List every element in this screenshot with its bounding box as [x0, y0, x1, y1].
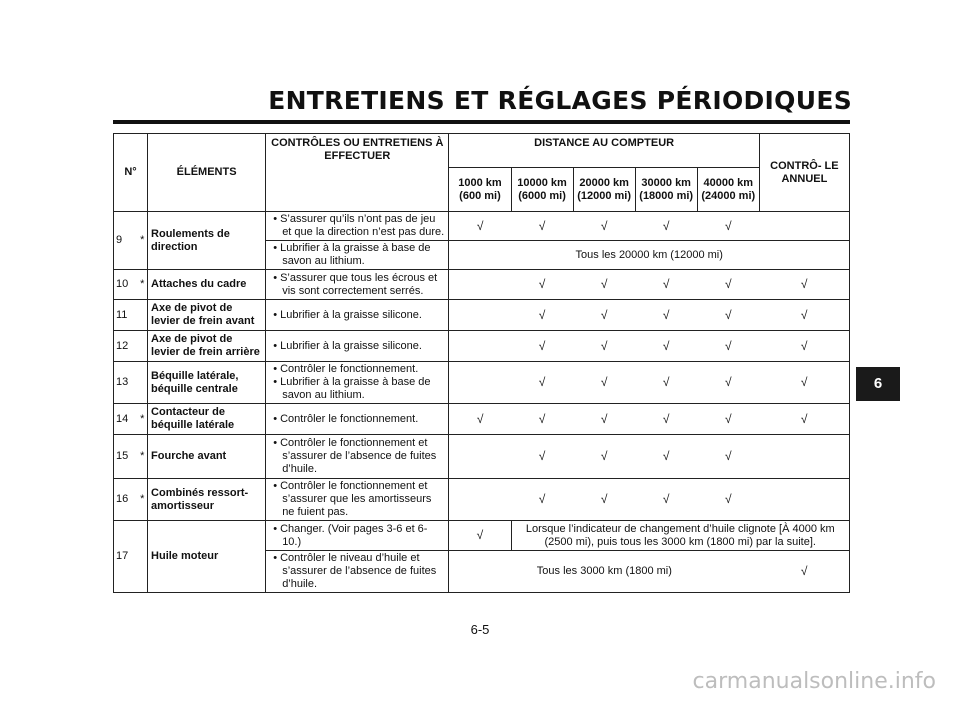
row-element: Huile moteur [148, 521, 266, 593]
check-cell: √ [573, 362, 635, 404]
header-distance-5: 40000 km (24000 mi) [697, 168, 759, 212]
header-distance: DISTANCE AU COMPTEUR [449, 134, 759, 168]
table-row [114, 331, 850, 362]
check-cell: √ [697, 300, 759, 331]
check-cell: √ [511, 212, 573, 241]
action-line: • Contrôler le fonctionnement. [273, 412, 419, 425]
check-cell: √ [635, 270, 697, 300]
check-cell: √ [573, 331, 635, 362]
check-cell: √ [697, 404, 759, 435]
action-line: • Lubrifier à la graisse silicone. [273, 339, 422, 352]
check-cell: √ [511, 270, 573, 300]
row-element: Roulements de direction [148, 212, 266, 270]
row-element: Axe de pivot de levier de frein arrière [148, 331, 266, 362]
row-star [138, 331, 148, 362]
check-cell: √ [449, 521, 511, 551]
check-cell: √ [635, 212, 697, 241]
row-element: Axe de pivot de levier de frein avant [148, 300, 266, 331]
row-action [266, 551, 449, 593]
check-cell [449, 331, 511, 362]
check-cell: √ [511, 362, 573, 404]
row-star: * [138, 270, 148, 300]
check-cell [449, 270, 511, 300]
row-star: * [138, 479, 148, 521]
action-line: • S’assurer qu’ils n’ont pas de jeu et que la direction n’est pas dure. [273, 213, 445, 238]
check-cell [449, 300, 511, 331]
check-cell: √ [511, 404, 573, 435]
check-cell: √ [573, 479, 635, 521]
check-cell: √ [635, 300, 697, 331]
interval-note: Lorsque l’indicateur de changement d’huile clignote [À 4000 km (2500 mi), puis tous les 3000 km (1800 mi) par la suite]. [511, 521, 850, 551]
action-line: • Lubrifier à la graisse à base de savon au lithium. [273, 242, 431, 267]
row-action [266, 300, 449, 331]
table-row [114, 300, 850, 331]
row-star [138, 521, 148, 593]
row-star: * [138, 435, 148, 479]
row-action [266, 331, 449, 362]
chapter-tab: 6 [856, 367, 900, 401]
row-action [266, 521, 449, 551]
check-cell [759, 435, 849, 479]
check-cell: √ [759, 270, 849, 300]
row-action [266, 212, 449, 241]
check-cell: √ [759, 362, 849, 404]
check-cell: √ [511, 435, 573, 479]
row-action [266, 241, 449, 270]
action-line: • Contrôler le niveau d’huile et s’assurer de l’absence de fuites d’huile. [273, 552, 437, 590]
check-cell: √ [697, 479, 759, 521]
check-cell: √ [635, 404, 697, 435]
maintenance-table [113, 133, 850, 593]
check-cell: √ [697, 362, 759, 404]
check-cell: √ [573, 435, 635, 479]
table-row [114, 404, 850, 435]
action-line: • Lubrifier à la graisse à base de savon au lithium. [273, 376, 431, 401]
page-number: 6-5 [470, 622, 490, 637]
row-star [138, 362, 148, 404]
row-element: Contacteur de béquille latérale [148, 404, 266, 435]
header-annual: CONTRÔ- LE ANNUEL [759, 134, 849, 212]
row-number: 16 [114, 479, 138, 521]
check-cell: √ [511, 331, 573, 362]
row-action [266, 435, 449, 479]
header-distance-3: 20000 km (12000 mi) [573, 168, 635, 212]
check-cell: √ [759, 300, 849, 331]
check-cell: √ [511, 300, 573, 331]
title-rule [113, 120, 850, 124]
check-cell: √ [697, 435, 759, 479]
row-action [266, 270, 449, 300]
header-distance-1: 1000 km (600 mi) [449, 168, 511, 212]
row-number: 10 [114, 270, 138, 300]
check-cell: √ [697, 331, 759, 362]
check-cell: √ [759, 404, 849, 435]
row-action [266, 404, 449, 435]
row-number: 9 [114, 212, 138, 270]
table-row [114, 270, 850, 300]
action-line: • Contrôler le fonctionnement. [273, 363, 419, 375]
check-cell: √ [449, 404, 511, 435]
check-cell: √ [759, 551, 849, 593]
header-distance-4: 30000 km (18000 mi) [635, 168, 697, 212]
check-cell: √ [573, 404, 635, 435]
row-number: 13 [114, 362, 138, 404]
table-row [114, 362, 850, 404]
check-cell: √ [573, 300, 635, 331]
table-row [114, 479, 850, 521]
check-cell: √ [635, 435, 697, 479]
check-cell: √ [635, 479, 697, 521]
row-star: * [138, 404, 148, 435]
action-line: • Contrôler le fonctionnement et s’assurer que les amortisseurs ne fuient pas. [273, 480, 432, 518]
row-element: Attaches du cadre [148, 270, 266, 300]
watermark: carmanualsonline.info [692, 669, 936, 694]
check-cell: √ [635, 362, 697, 404]
row-action [266, 362, 449, 404]
row-element: Béquille latérale, béquille centrale [148, 362, 266, 404]
table-row [114, 521, 850, 551]
check-cell [449, 435, 511, 479]
row-number: 12 [114, 331, 138, 362]
action-line: • Changer. (Voir pages 3-6 et 6-10.) [273, 522, 428, 548]
table-row [114, 435, 850, 479]
header-distance-2: 10000 km (6000 mi) [511, 168, 573, 212]
check-cell: √ [573, 270, 635, 300]
action-line: • Lubrifier à la graisse silicone. [273, 308, 422, 321]
row-number: 15 [114, 435, 138, 479]
header-elements: ÉLÉMENTS [148, 134, 266, 212]
row-number: 11 [114, 300, 138, 331]
interval-note: Tous les 3000 km (1800 mi) [449, 551, 759, 593]
check-cell: √ [759, 331, 849, 362]
row-star [138, 300, 148, 331]
row-element: Combinés ressort-amortisseur [148, 479, 266, 521]
check-cell [449, 362, 511, 404]
row-number: 17 [114, 521, 138, 593]
header-no: N° [114, 134, 148, 212]
check-cell [759, 212, 849, 241]
row-star: * [138, 212, 148, 270]
check-cell [759, 479, 849, 521]
page-title: ENTRETIENS ET RÉGLAGES PÉRIODIQUES [268, 86, 852, 115]
check-cell: √ [573, 212, 635, 241]
check-cell: √ [511, 479, 573, 521]
check-cell: √ [697, 212, 759, 241]
row-element: Fourche avant [148, 435, 266, 479]
header-actions: CONTRÔLES OU ENTRETIENS À EFFECTUER [266, 134, 449, 212]
row-action [266, 479, 449, 521]
table-row [114, 212, 850, 241]
check-cell: √ [697, 270, 759, 300]
action-line: • S’assurer que tous les écrous et vis sont correctement serrés. [273, 271, 438, 297]
check-cell: √ [449, 212, 511, 241]
interval-note: Tous les 20000 km (12000 mi) [449, 241, 850, 270]
row-number: 14 [114, 404, 138, 435]
check-cell [449, 479, 511, 521]
check-cell: √ [635, 331, 697, 362]
action-line: • Contrôler le fonctionnement et s’assurer de l’absence de fuites d’huile. [273, 437, 437, 475]
